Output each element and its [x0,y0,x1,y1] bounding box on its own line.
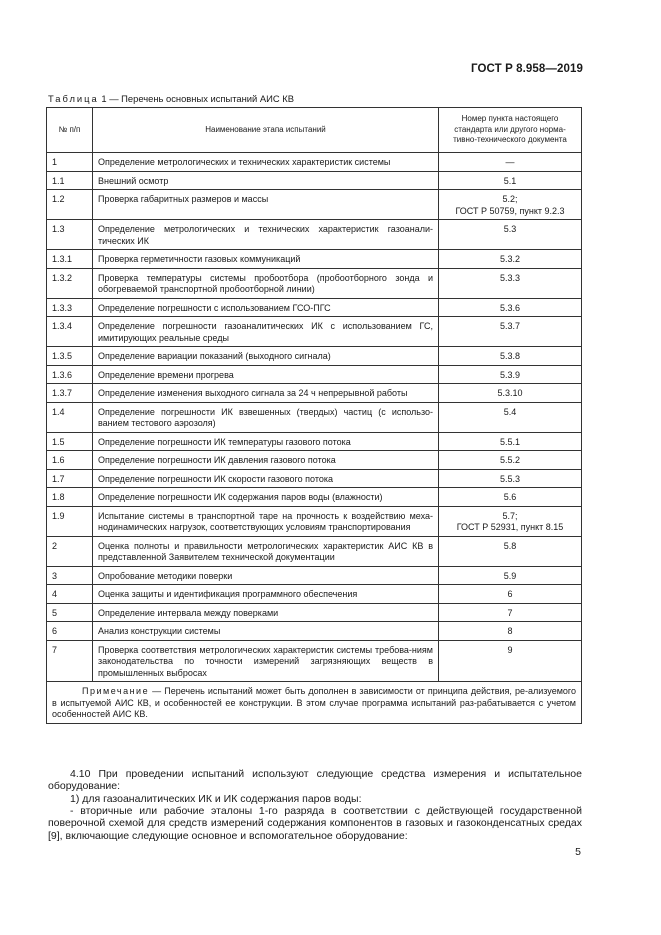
row-name: Определение метрологических и технических характеристик газоанали-тических ИК [93,220,439,250]
row-number: 1.1 [47,171,93,190]
table-row [47,268,582,298]
row-name: Определение времени прогрева [93,365,439,384]
note-text: — Перечень испытаний может быть дополнен в зависимости от принципа действия, ре-ализуемого в испытуемой АИС КВ, и особенностей ее конструкции. В этом случае программа испытаний раз-рабатывается с учетом особенностей АИС КВ. [52,686,576,720]
row-name: Определение погрешности ИК скорости газового потока [93,469,439,488]
row-number: 2 [47,536,93,566]
table-header-row [47,108,582,153]
row-reference: 5.3.10 [439,384,582,403]
row-name: Определение погрешности ИК температуры газового потока [93,432,439,451]
row-reference: 5.3.8 [439,347,582,366]
row-number: 5 [47,603,93,622]
table-row [47,469,582,488]
paragraph-gas-channels: 1) для газоаналитических ИК и ИК содержания паров воды: [70,793,362,805]
row-name: Проверка температуры системы пробоотбора (пробоотборного зонда и обогреваемой транспортной пробоотборной линии) [93,268,439,298]
row-number: 1.7 [47,469,93,488]
document-id: ГОСТ Р 8.958—2019 [471,63,583,75]
row-reference: 5.7; ГОСТ Р 52931, пункт 8.15 [439,506,582,536]
row-name: Определение погрешности газоаналитических ИК с использованием ГС, имитирующих реальные среды [93,317,439,347]
table-row [47,347,582,366]
row-name: Оценка защиты и идентификация программного обеспечения [93,585,439,604]
header-number: № п/п [47,108,93,153]
row-reference: 5.3 [439,220,582,250]
row-number: 1.3.4 [47,317,93,347]
tests-table [46,107,582,724]
row-name: Определение метрологических и технических характеристик системы [93,153,439,172]
table-row [47,603,582,622]
row-reference: 5.3.9 [439,365,582,384]
table-row [47,298,582,317]
row-reference: 5.3.2 [439,250,582,269]
table-note-row [47,682,582,724]
row-name: Проверка соответствия метрологических характеристик системы требова-ниям законодательства по точности измерений загрязняющих веществ в промышленных выбросах [93,640,439,682]
table-row [47,153,582,172]
table-caption-text: 1 — Перечень основных испытаний АИС КВ [101,93,294,104]
row-number: 1.2 [47,190,93,220]
row-number: 1.3.2 [47,268,93,298]
row-reference: 5.3.7 [439,317,582,347]
row-name: Определение погрешности ИК давления газового потока [93,451,439,470]
header-reference: Номер пункта настоящего стандарта или другого норма-тивно-технического документа [439,108,582,153]
table-row [47,171,582,190]
row-name: Проверка габаритных размеров и массы [93,190,439,220]
row-number: 4 [47,585,93,604]
row-reference: 5.5.3 [439,469,582,488]
row-number: 1.3 [47,220,93,250]
row-number: 1.9 [47,506,93,536]
row-reference: 5.9 [439,566,582,585]
row-reference: 8 [439,622,582,641]
row-reference: 5.1 [439,171,582,190]
table-row [47,451,582,470]
row-number: 1 [47,153,93,172]
row-number: 1.8 [47,488,93,507]
table-row [47,317,582,347]
row-name: Оценка полноты и правильности метрологических характеристик АИС КВ в представленной Заявителем технической документации [93,536,439,566]
page-number: 5 [575,846,581,858]
table-row [47,250,582,269]
row-name: Определение погрешности ИК содержания паров воды (влажности) [93,488,439,507]
note-label: Примечание [82,686,150,696]
row-number: 1.3.1 [47,250,93,269]
row-name: Определение погрешности с использованием ГСО-ПГС [93,298,439,317]
row-number: 1.4 [47,402,93,432]
row-reference: 5.8 [439,536,582,566]
row-name: Анализ конструкции системы [93,622,439,641]
row-name: Опробование методики поверки [93,566,439,585]
row-reference: 6 [439,585,582,604]
table-row [47,536,582,566]
row-number: 6 [47,622,93,641]
table-row [47,566,582,585]
row-reference: 5.6 [439,488,582,507]
row-reference: 7 [439,603,582,622]
row-number: 7 [47,640,93,682]
table-row [47,585,582,604]
table-row [47,402,582,432]
row-number: 3 [47,566,93,585]
table-caption-label: Таблица [48,93,99,104]
row-name: Определение погрешности ИК взвешенных (твердых) частиц (с использо-ванием тестового аэрозоля) [93,402,439,432]
row-number: 1.3.6 [47,365,93,384]
paragraph-standards: - вторичные или рабочие эталоны 1-го разряда в соответствии с действующей государственной поверочной схемой для средств измерений содержания компонентов в газовых и газоконденсатных средах [9], включающие следующие основное и вспомогательное оборудование: [48,805,582,842]
header-name: Наименование этапа испытаний [93,108,439,153]
row-name: Испытание системы в транспортной таре на прочность к воздействию меха-нодинамических нагрузок, соответствующих условиям транспортирования [93,506,439,536]
row-number: 1.3.5 [47,347,93,366]
row-name: Внешний осмотр [93,171,439,190]
row-name: Определение интервала между поверками [93,603,439,622]
table-row [47,432,582,451]
table-row [47,190,582,220]
row-reference: — [439,153,582,172]
table-row [47,365,582,384]
table-note [47,682,582,724]
table-row [47,506,582,536]
row-name: Проверка герметичности газовых коммуникаций [93,250,439,269]
table-row [47,384,582,403]
table-row [47,220,582,250]
row-number: 1.3.7 [47,384,93,403]
table-row [47,622,582,641]
row-reference: 5.5.1 [439,432,582,451]
row-reference: 5.2; ГОСТ Р 50759, пункт 9.2.3 [439,190,582,220]
row-number: 1.5 [47,432,93,451]
row-name: Определение изменения выходного сигнала за 24 ч непрерывной работы [93,384,439,403]
row-number: 1.6 [47,451,93,470]
table-row [47,640,582,682]
row-reference: 5.3.6 [439,298,582,317]
row-reference: 5.4 [439,402,582,432]
row-reference: 5.5.2 [439,451,582,470]
table-row [47,488,582,507]
row-name: Определение вариации показаний (выходного сигнала) [93,347,439,366]
table-caption [48,93,294,104]
table-body [47,153,582,682]
row-number: 1.3.3 [47,298,93,317]
row-reference: 9 [439,640,582,682]
row-reference: 5.3.3 [439,268,582,298]
paragraph-4-10: 4.10 При проведении испытаний используют следующие средства измерения и испытательное оборудование: [48,768,582,793]
